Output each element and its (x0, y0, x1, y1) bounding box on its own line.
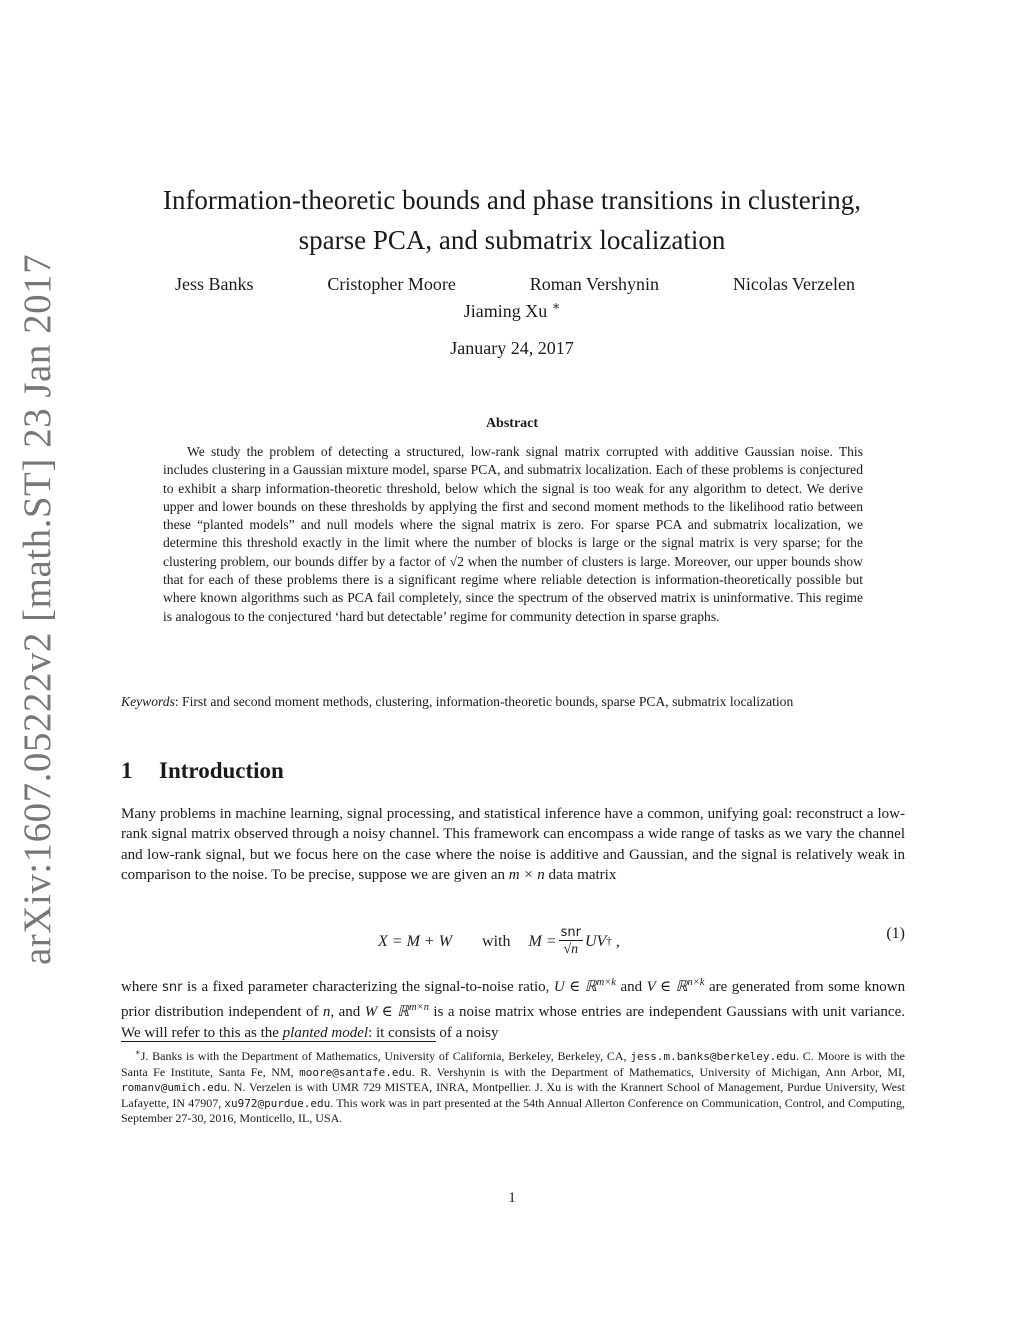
footnote-text: . N. Verzelen is with UMR 729 MISTEA, INRA, Montpellier. J. Xu is with the Krannert School of Management, Purdue University, West Lafayette, IN 47907, (121, 1080, 905, 1110)
footnote-text: . R. Vershynin is with the Department of Mathematics, University of Michigan, Ann Arbor, MI, (411, 1064, 906, 1079)
arxiv-identifier-stamp: arXiv:1607.05222v2 [math.ST] 23 Jan 2017 (16, 253, 59, 965)
footnote-mark: ∗ (551, 299, 561, 313)
equation-rhs: UV (584, 933, 607, 950)
inline-math-superscript: m×n (409, 1002, 429, 1014)
paragraph-text: and (620, 979, 643, 995)
intro-paragraph-1 (121, 804, 905, 886)
footnote-text: . This work was in part presented at the 54th Annual Allerton Conference on Communication, Control, and Computing, September 27-30, 2016, Monticello, IL, USA. (121, 1095, 905, 1126)
snr-symbol: snr (162, 980, 183, 995)
footnote (121, 1045, 905, 1127)
inline-math: W ∈ ℝ (364, 1004, 410, 1021)
paper-title (0, 180, 1024, 260)
abstract-text-2: when the number of clusters is large. Moreover, our upper bounds show that for each of these problems there is a significant regime where reliable detection is information-theoretically possible but where known algorithms such as PCA fail completely, since the spectrum of the observed matrix is uninformative. This regime is analogous to the conjectured ‘hard but detectable’ regime for community detection in sparse graphs. (163, 553, 864, 624)
abstract-heading: Abstract (485, 416, 539, 431)
email-link[interactable]: moore@santafe.edu (299, 1065, 412, 1079)
footnote-divider (121, 1041, 436, 1042)
display-equation (121, 913, 905, 965)
fraction-denominator: √n (563, 942, 579, 957)
footnote-text: J. Banks is with the Department of Mathematics, University of California, Berkeley, Berkeley, CA, (140, 1049, 627, 1063)
equation-with: with (482, 933, 511, 950)
footnote-text: . C. Moore is with the Santa Fe Institute, Santa Fe, NM, (121, 1049, 905, 1079)
sqrt-two: √2 (449, 553, 464, 569)
title-line-1: Information-theoretic bounds and phase transitions in clustering, (162, 185, 862, 215)
section-number: 1 (121, 758, 133, 783)
inline-math: m × n (508, 867, 545, 884)
emphasized-term: planted model (282, 1024, 369, 1041)
equation-m: M = (528, 933, 557, 950)
inline-math-superscript: m×k (596, 977, 616, 988)
keywords-text: : First and second moment methods, clustering, information-theoretic bounds, sparse PCA, submatrix localization (174, 694, 794, 709)
inline-math: U ∈ ℝ (553, 979, 597, 995)
paragraph-text: data matrix (548, 867, 617, 884)
inline-math: V ∈ ℝ (646, 979, 688, 995)
author-name: Jess Banks (175, 274, 254, 294)
email-link[interactable]: romanv@umich.edu (121, 1081, 227, 1095)
fraction-numerator: snr (560, 925, 581, 940)
author-last-line (0, 298, 1024, 322)
author-name: Roman Vershynin (529, 274, 659, 294)
equation-fraction (559, 925, 583, 959)
paragraph-text: where (121, 979, 158, 995)
paragraph-text: Many problems in machine learning, signal processing, and statistical inference have a common, unifying goal: reconstruct a low-rank signal matrix observed through a noisy channel. This framework can encompass a wide range of tasks as we vary the channel and low-rank signal, but we focus here on the case where the noise is additive and Gaussian, and the signal is relatively weak in comparison to the noise. To be precise, suppose we are given an (121, 806, 905, 884)
title-line-2: sparse PCA, and submatrix localization (298, 225, 726, 255)
intro-paragraph-2 (121, 973, 905, 1043)
email-link[interactable]: jess.m.banks@berkeley.edu (630, 1050, 796, 1063)
paper-date: January 24, 2017 (450, 338, 574, 358)
author-name: Jiaming Xu (463, 301, 548, 321)
page-number: 1 (508, 1190, 516, 1206)
equation-lhs: X = M + W (378, 933, 453, 950)
inline-math-superscript: n×k (687, 977, 705, 988)
dagger-symbol: † (606, 936, 612, 948)
paragraph-text: : it consists of a noisy (368, 1024, 499, 1041)
author-name: Nicolas Verzelen (732, 274, 855, 294)
footnote-mark: ∗ (135, 1048, 141, 1057)
abstract-text-1: We study the problem of detecting a structured, low-rank signal matrix corrupted with additive Gaussian noise. This includes clustering in a Gaussian mixture model, sparse PCA, and submatrix localization. Each of these problems is conjectured to exhibit a sharp information-theoretic threshold, below which the signal is too weak for any algorithm to detect. We derive upper and lower bounds on these thresholds by applying the first and second moment methods to the likelihood ratio between these “planted models” and null models where the signal matrix is zero. For sparse PCA and submatrix localization, we determine this threshold exactly in the limit where the number of blocks is large or the signal matrix is very sparse; for the clustering problem, our bounds differ by a factor of (163, 444, 863, 569)
section-title: Introduction (159, 758, 284, 783)
equation-number: (1) (886, 925, 905, 942)
author-name: Cristopher Moore (327, 274, 456, 294)
email-link[interactable]: xu972@purdue.edu (224, 1096, 331, 1110)
keywords-label: Keywords (121, 694, 175, 709)
paragraph-text: , and (330, 1004, 361, 1021)
section-heading (121, 758, 284, 784)
equation-comma: , (615, 933, 620, 950)
keywords (121, 692, 905, 711)
equation-body (378, 925, 620, 959)
paragraph-text: is a fixed parameter characterizing the signal-to-noise ratio, (186, 979, 550, 995)
paragraph-text: is a noise matrix whose entries are independent Gaussians with unit variance. We will refer to this as the (121, 1004, 905, 1041)
author-list (175, 274, 855, 300)
paragraph-text: are generated from some known prior distribution independent of (121, 979, 906, 1021)
inline-math: n (322, 1004, 331, 1021)
abstract-body (163, 443, 863, 626)
